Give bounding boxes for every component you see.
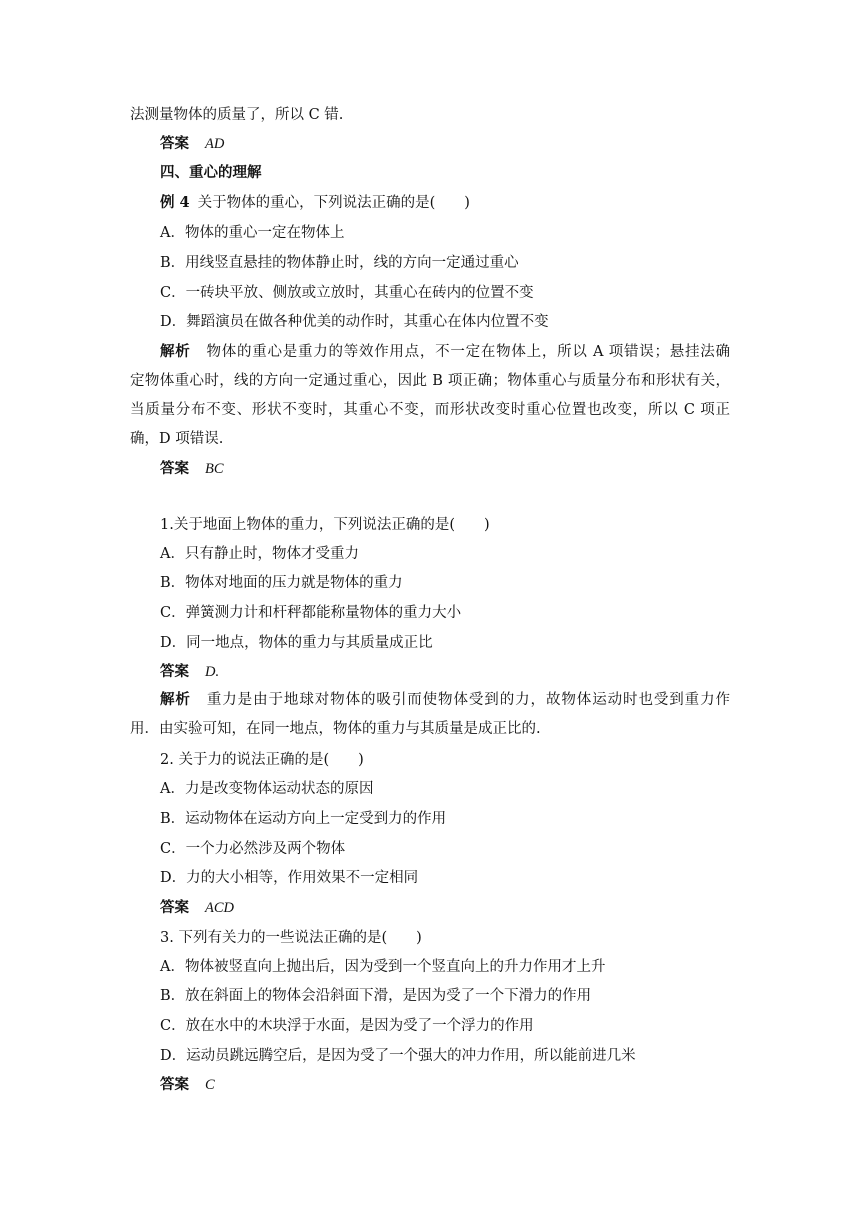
question-3: 3. 下列有关力的一些说法正确的是( ) (160, 930, 422, 946)
paragraph-line: 法测量物体的质量了，所以 C 错. (130, 107, 344, 123)
option-d: D．运动员跳远腾空后，是因为受了一个强大的冲力作用，所以能前进几米 (160, 1048, 636, 1064)
answer-line: 答案 C (160, 1077, 215, 1093)
option-d: D．舞蹈演员在做各种优美的动作时，其重心在体内位置不变 (160, 314, 549, 330)
option-b: B．用线竖直悬挂的物体静止时，线的方向一定通过重心 (160, 255, 519, 271)
option-b: B．物体对地面的压力就是物体的重力 (160, 575, 403, 591)
option-d: D．力的大小相等，作用效果不一定相同 (160, 870, 419, 886)
paragraph-line: 定物体重心时，线的方向一定通过重心，因此 B 项正确；物体重心与质量分布和形状有关， (130, 373, 730, 389)
option-d: D．同一地点，物体的重力与其质量成正比 (160, 635, 433, 651)
analysis-line: 解析 物体的重心是重力的等效作用点，不一定在物体上，所以 A 项错误；悬挂法确 (160, 344, 731, 360)
question-1: 1.关于地面上物体的重力，下列说法正确的是( ) (160, 517, 490, 533)
section-heading: 四、重心的理解 (160, 164, 262, 181)
option-a: A．物体被竖直向上抛出后，因为受到一个竖直向上的升力作用才上升 (160, 959, 606, 975)
option-a: A．只有静止时，物体才受重力 (160, 546, 359, 562)
option-c: C．放在水中的木块浮于水面，是因为受了一个浮力的作用 (160, 1018, 534, 1034)
paragraph-line: 当质量分布不变、形状不变时，其重心不变，而形状改变时重心位置也改变，所以 C 项正 (130, 402, 730, 418)
answer-line: 答案 AD (160, 136, 225, 152)
option-b: B．运动物体在运动方向上一定受到力的作用 (160, 811, 447, 827)
option-a: A．物体的重心一定在物体上 (160, 225, 345, 241)
example-question: 例 4 关于物体的重心，下列说法正确的是( ) (160, 194, 470, 211)
answer-line: 答案 BC (160, 461, 224, 477)
option-c: C．一个力必然涉及两个物体 (160, 841, 346, 857)
paragraph-line: 用．由实验可知，在同一地点，物体的重力与其质量是成正比的. (130, 721, 541, 737)
answer-line: 答案 ACD (160, 900, 234, 916)
option-c: C．弹簧测力计和杆秤都能称量物体的重力大小 (160, 605, 462, 621)
option-a: A．力是改变物体运动状态的原因 (160, 781, 374, 797)
analysis-line: 解析 重力是由于地球对物体的吸引而使物体受到的力，故物体运动时也受到重力作 (160, 692, 731, 708)
option-b: B．放在斜面上的物体会沿斜面下滑，是因为受了一个下滑力的作用 (160, 988, 592, 1004)
option-c: C．一砖块平放、侧放或立放时，其重心在砖内的位置不变 (160, 285, 534, 301)
question-2: 2. 关于力的说法正确的是( ) (160, 752, 364, 768)
answer-line: 答案 D. (160, 664, 220, 680)
paragraph-line: 确，D 项错误. (130, 431, 224, 447)
